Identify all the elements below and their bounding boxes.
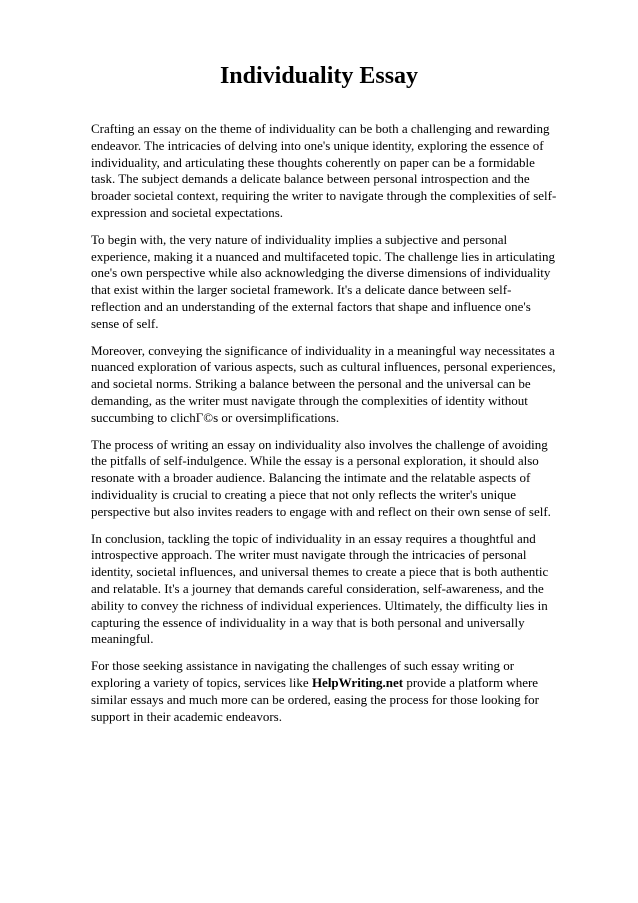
paragraph-6-lead: For those seeking assistance in navigating the challenges of such essay writing or exploring a variety of topics, services like xyxy=(91,658,515,690)
paragraph-6-tail: provide a platform where similar essays and much more can be ordered, easing the process for those looking for support in their academic endeavors. xyxy=(91,674,540,724)
paragraph-5: In conclusion, tackling the topic of individuality in an essay requires a thoughtful and introspective approach. The writer must navigate through the intricacies of personal identity, societal influences, and universal themes to create a piece that is both authentic and relatable. It's a journey that demands careful consideration, self-awareness, and the ability to convey the richness of individual experiences. Ultimately, the difficulty lies in capturing the essence of individuality in a way that is both personal and universally meaningful. xyxy=(91,530,549,647)
document-title: Individuality Essay xyxy=(219,63,419,89)
paragraph-4: The process of writing an essay on individuality also involves the challenge of avoiding the pitfalls of self-indulgence. While the essay is a personal exploration, it should also resonate with a broader audience. Balancing the intimate and the relatable aspects of individuality is crucial to creating a piece that not only reflects the writer's unique perspective but also invites readers to engage with and reflect on their own sense of self. xyxy=(91,436,551,519)
document-body xyxy=(91,121,559,735)
paragraph-6 xyxy=(91,658,559,725)
paragraph-1: Crafting an essay on the theme of individuality can be both a challenging and rewarding endeavor. The intricacies of delving into one's unique identity, exploring the essence of individuality, and articulating these thoughts coherently on paper can be a formidable task. The subject demands a delicate balance between personal introspection and the broader societal context, requiring the writer to navigate through the complexities of self-expression and societal expectations. xyxy=(91,121,557,220)
paragraph-2: To begin with, the very nature of individuality implies a subjective and personal experience, making it a nuanced and multifaceted topic. The challenge lies in articulating one's own perspective while also acknowledging the diverse dimensions of individuality that exist within the larger societal framework. It's a delicate dance between self-reflection and an understanding of the external factors that shape and influence one's sense of self. xyxy=(91,231,555,331)
paragraph-3: Moreover, conveying the significance of individuality in a meaningful way necessitates a nuanced exploration of various aspects, such as cultural influences, personal experiences, and societal norms. Striking a balance between the personal and the universal can be demanding, as the writer must navigate through the complexities of identity without succumbing to clichГ©s or oversimplifications. xyxy=(91,342,556,425)
helpwriting-link[interactable]: HelpWriting.net xyxy=(311,674,404,690)
